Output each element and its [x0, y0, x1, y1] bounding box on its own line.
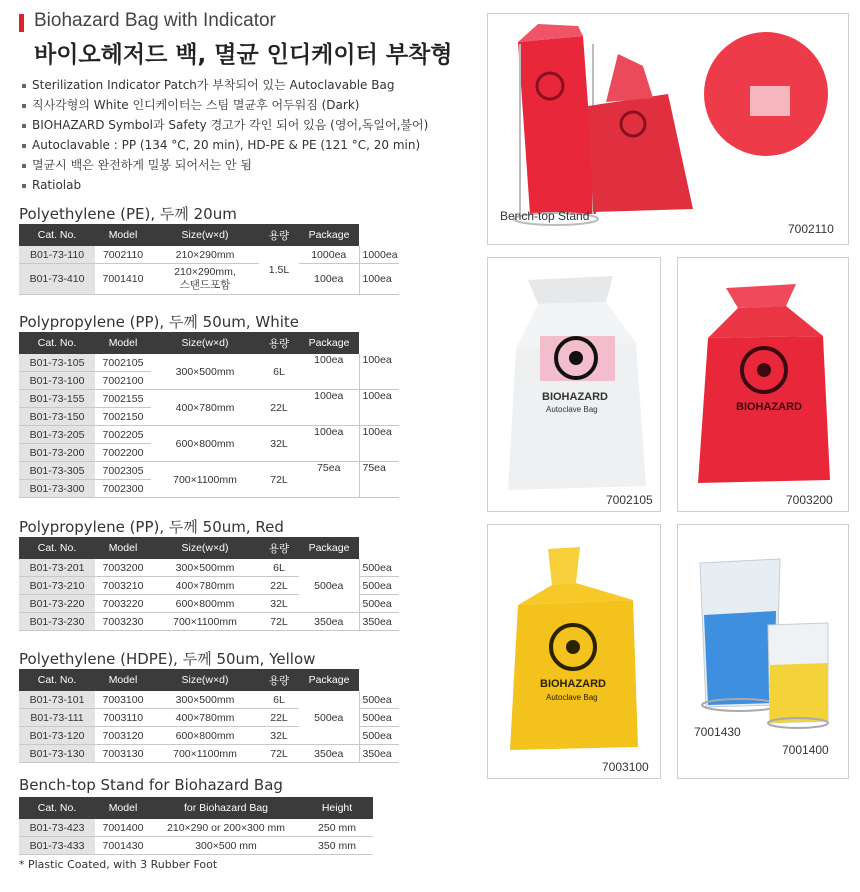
yellow-bag-image: [488, 525, 660, 778]
table-row: B01-73-423 7001400 210×290 or 200×300 mm 250 mm: [19, 819, 373, 837]
table-row: B01-73-150 7002150: [19, 408, 399, 426]
bag-sublabel: Autoclave Bag: [546, 405, 598, 414]
bullet-icon: [22, 144, 26, 148]
bag-sublabel: Autoclave Bag: [546, 693, 598, 702]
section-title-pp-red: Polypropylene (PP), 두께 50um, Red: [19, 518, 284, 536]
photo-yellow-bag: [487, 524, 661, 779]
table-row: B01-73-130 7003130 700×1100mm 72L 350ea 350ea: [19, 745, 399, 763]
col-package: Package: [299, 224, 359, 246]
bullet-icon: [22, 184, 26, 188]
col-cat: Cat. No.: [19, 224, 95, 246]
table-row: B01-73-201 7003200 300×500mm 6L 500ea 500ea: [19, 559, 399, 577]
footnote: * Plastic Coated, with 3 Rubber Foot: [19, 858, 218, 871]
table-row: B01-73-230 7003230 700×1100mm 72L 350ea 350ea: [19, 613, 399, 631]
model-code: 7002105: [606, 493, 653, 507]
model-code: 7002110: [788, 222, 834, 236]
photo-red-bag: [677, 257, 849, 512]
feature-item: Sterilization Indicator Patch가 부착되어 있는 Autoclavable Bag: [22, 75, 428, 95]
white-bag-image: [488, 258, 660, 511]
section-title-hdpe-yellow: Polyethylene (HDPE), 두께 50um, Yellow: [19, 650, 316, 668]
bullet-icon: [22, 104, 26, 108]
bag-label: BIOHAZARD: [540, 678, 606, 690]
table-header-row: Cat. No. Model for Biohazard Bag Height: [19, 797, 373, 819]
feature-item: 직사각형의 White 인디케이터는 스팀 멸균후 어두워짐 (Dark): [22, 95, 428, 115]
feature-item: 멸균시 백은 완전하게 밀봉 되어서는 안 됨: [22, 155, 428, 175]
section-title-pe: Polyethylene (PE), 두께 20um: [19, 205, 237, 223]
bullet-icon: [22, 164, 26, 168]
page-title-ko: 바이오헤저드 백, 멸균 인디케이터 부착형: [34, 42, 453, 68]
bag-label: BIOHAZARD: [736, 401, 802, 413]
table-row: B01-73-205 7002205 600×800mm 32L 100ea 100ea: [19, 426, 399, 444]
section-title-stand: Bench-top Stand for Biohazard Bag: [19, 776, 283, 794]
accent-bar: [19, 14, 24, 32]
spec-table-hdpe-yellow: [19, 669, 399, 763]
feature-list: [22, 75, 428, 195]
spec-table-stand: [19, 797, 373, 855]
bag-label: BIOHAZARD: [542, 391, 608, 403]
col-model: Model: [95, 224, 151, 246]
table-row: B01-73-300 7002300: [19, 480, 399, 498]
model-code: 7001400: [782, 743, 829, 757]
table-row: B01-73-305 7002305 700×1100mm 72L 75ea 75ea: [19, 462, 399, 480]
model-code: 7001430: [694, 725, 741, 739]
section-title-pp-white: Polypropylene (PP), 두께 50um, White: [19, 313, 300, 331]
bullet-icon: [22, 84, 26, 88]
bullet-icon: [22, 124, 26, 128]
feature-item: Autoclavable : PP (134 °C, 20 min), HD-PE & PE (121 °C, 20 min): [22, 135, 428, 155]
table-row: B01-73-101 7003100 300×500mm 6L 500ea 500ea: [19, 691, 399, 709]
photo-white-bag: [487, 257, 661, 512]
table-header-row: [19, 224, 399, 246]
table-row: B01-73-111 7003110 400×780mm 22L 500ea: [19, 709, 399, 727]
table-row: B01-73-210 7003210 400×780mm 22L 500ea: [19, 577, 399, 595]
table-row: B01-73-120 7003120 600×800mm 32L 500ea: [19, 727, 399, 745]
table-row: B01-73-155 7002155 400×780mm 22L 100ea 100ea: [19, 390, 399, 408]
table-row: B01-73-110 7002110 210×290mm 1.5L 1000ea 1000ea: [19, 246, 399, 264]
col-volume: 용량: [259, 224, 299, 246]
photo-caption: Bench-top Stand: [500, 209, 590, 223]
photo-stands: [677, 524, 849, 779]
feature-item: BIOHAZARD Symbol과 Safety 경고가 각인 되어 있음 (영어,독일어,불어): [22, 115, 428, 135]
stands-image: [678, 525, 848, 778]
table-row: B01-73-433 7001430 300×500 mm 350 mm: [19, 837, 373, 855]
model-code: 7003200: [786, 493, 833, 507]
table-header-row: Cat. No. Model Size(w×d) 용량 Package: [19, 537, 399, 559]
table-row: B01-73-200 7002200: [19, 444, 399, 462]
photo-bench-top-stand: [487, 13, 849, 245]
table-row: B01-73-220 7003220 600×800mm 32L 500ea: [19, 595, 399, 613]
col-size: Size(w×d): [151, 224, 259, 246]
table-row: B01-73-100 7002100: [19, 372, 399, 390]
table-header-row: Cat. No. Model Size(w×d) 용량 Package: [19, 332, 399, 354]
spec-table-pp-red: [19, 537, 399, 631]
table-row: B01-73-410 7001410 210×290mm, 스탠드포함 100ea 100ea: [19, 264, 399, 295]
spec-table-pe: [19, 224, 399, 295]
feature-item: Ratiolab: [22, 175, 428, 195]
page-title-en: Biohazard Bag with Indicator: [34, 10, 276, 31]
spec-table-pp-white: [19, 332, 399, 498]
table-header-row: Cat. No. Model Size(w×d) 용량 Package: [19, 669, 399, 691]
table-row: B01-73-105 7002105 300×500mm 6L 100ea 100ea: [19, 354, 399, 372]
model-code: 7003100: [602, 760, 649, 774]
red-bag-image: [678, 258, 848, 511]
